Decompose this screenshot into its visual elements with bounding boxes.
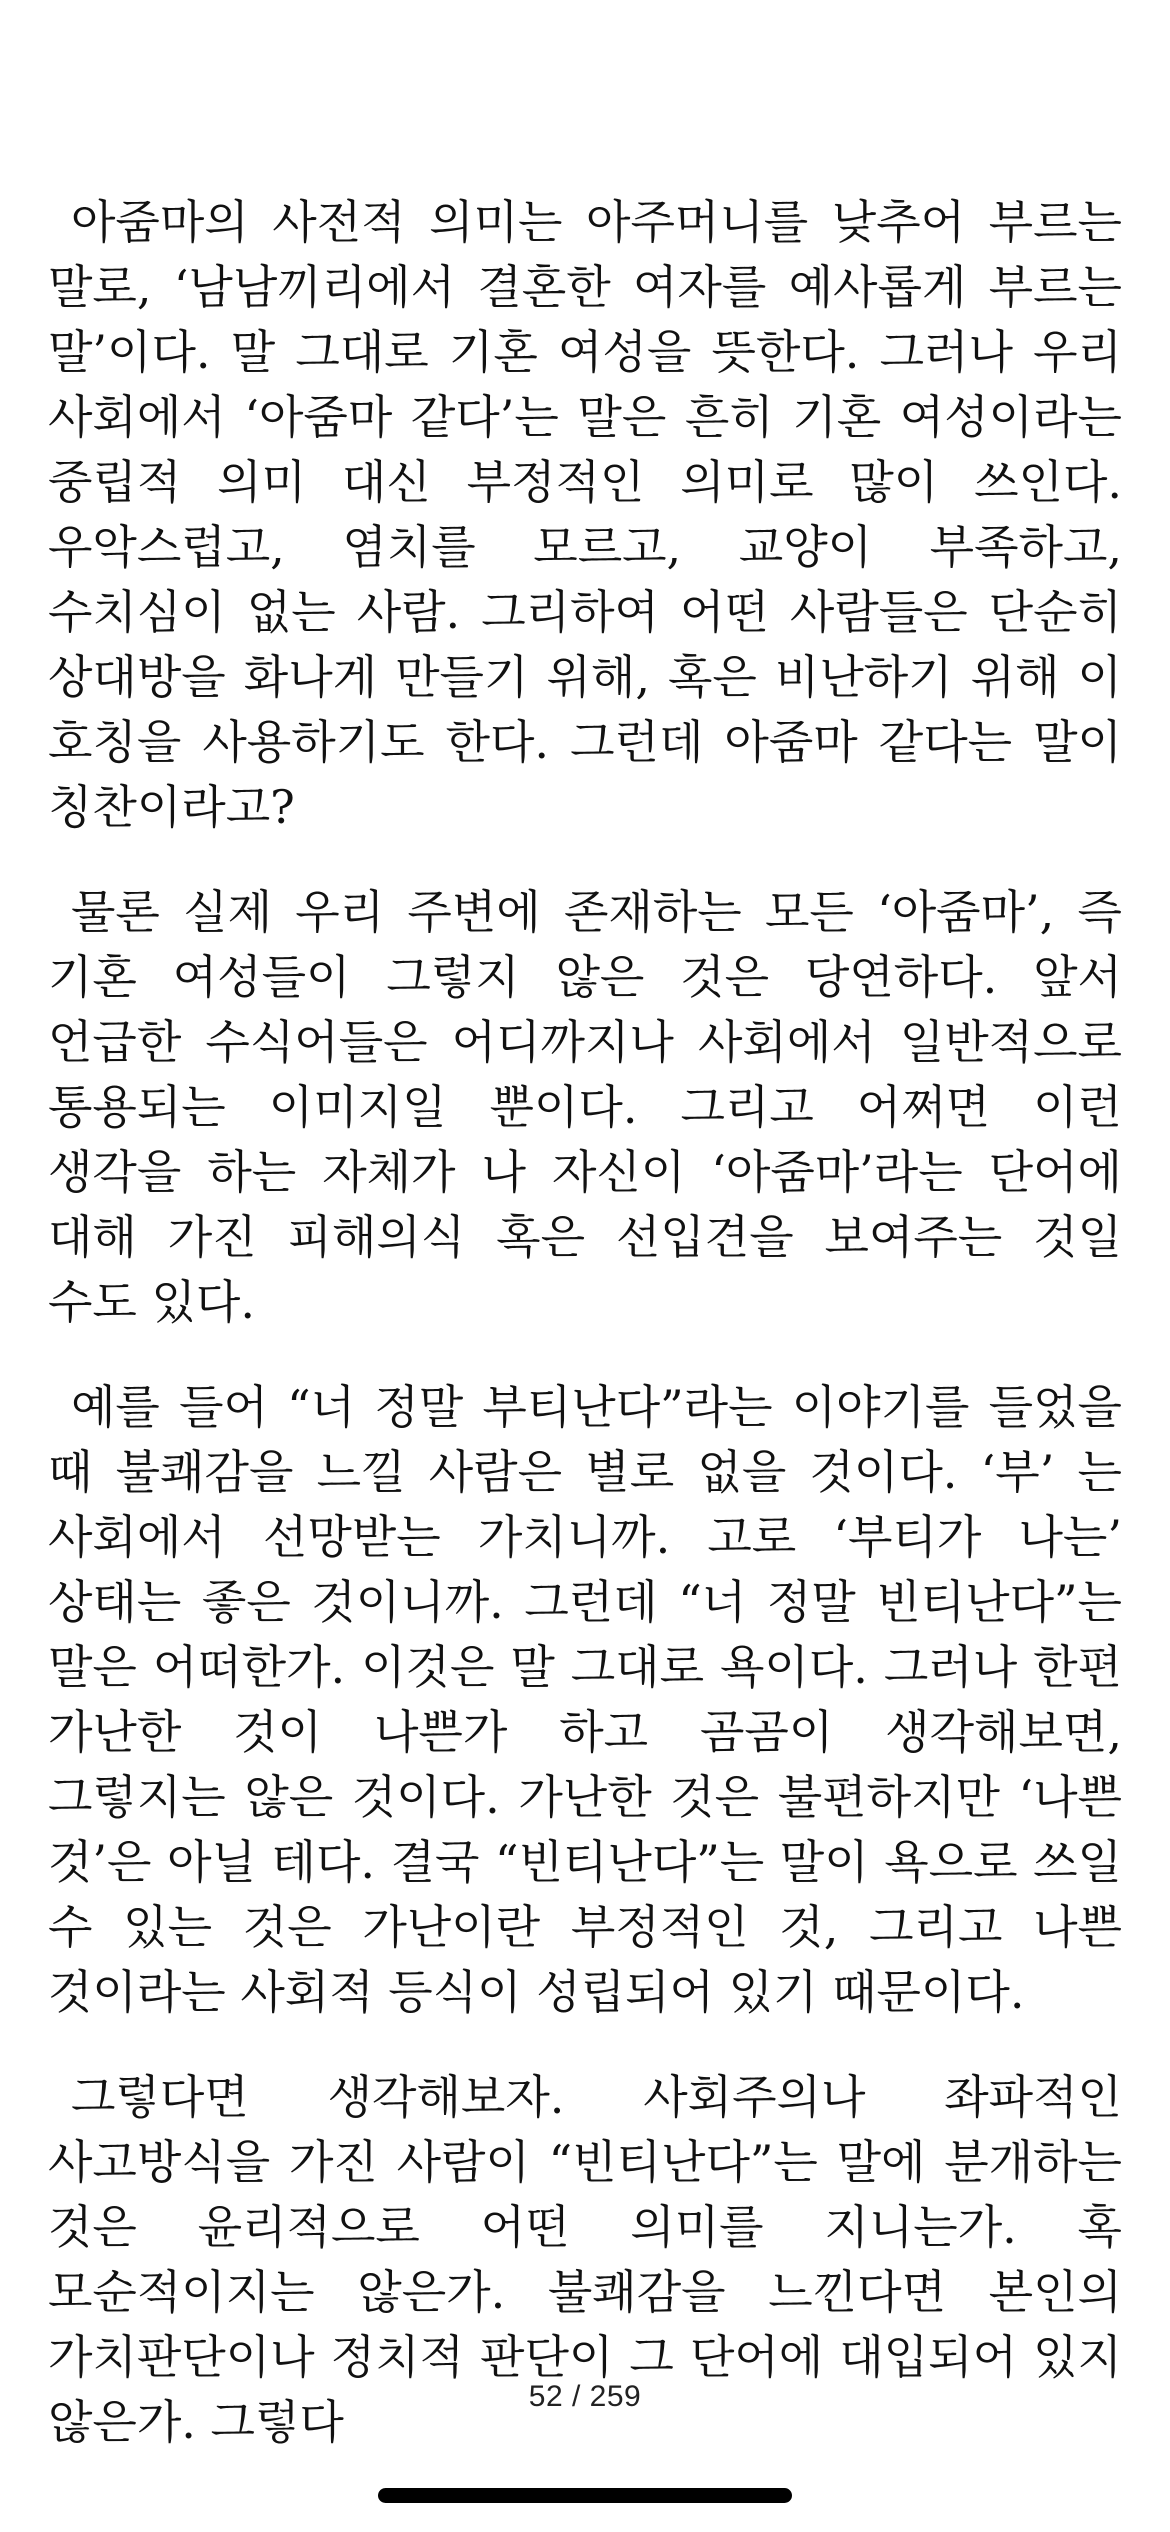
page-indicator: 52 / 259 — [528, 2380, 642, 2413]
reader-page[interactable] — [48, 190, 1122, 2495]
home-indicator[interactable] — [378, 2488, 792, 2503]
paragraph: 아줌마의 사전적 의미는 아주머니를 낮추어 부르는 말로, ‘남남끼리에서 결혼한 여자를 예사롭게 부르는 말’이다. 말 그대로 기혼 여성을 뜻한다. 그러나 우리 사회에서 ‘아줌마 같다’는 말은 흔히 기혼 여성이라는 중립적 의미 대신 부정적인 의미로 많이 쓰인다. 우악스럽고, 염치를 모르고, 교양이 부족하고, 수치심이 없는 사람. 그리하여 어떤 사람들은 단순히 상대방을 화나게 만들기 위해, 혹은 비난하기 위해 이 호칭을 사용하기도 한다. 그런데 아줌마 같다는 말이 칭찬이라고? — [48, 195, 1122, 834]
paragraph: 예를 들어 “너 정말 부티난다”라는 이야기를 들었을 때 불쾌감을 느낄 사람은 별로 없을 것이다. ‘부’ 는 사회에서 선망받는 가치니까. 고로 ‘부티가 나는’ 상태는 좋은 것이니까. 그런데 “너 정말 빈티난다”는 말은 어떠한가. 이것은 말 그대로 욕이다. 그러나 한편 가난한 것이 나쁜가 하고 곰곰이 생각해보면, 그렇지는 않은 것이다. 가난한 것은 불편하지만 ‘나쁜 것’은 아닐 테다. 결국 “빈티난다”는 말이 욕으로 쓰일 수 있는 것은 가난이란 부정적인 것, 그리고 나쁜 것이라는 사회적 등식이 성립되어 있기 때문이다. — [48, 1380, 1122, 2019]
paragraph: 물론 실제 우리 주변에 존재하는 모든 ‘아줌마’, 즉 기혼 여성들이 그렇지 않은 것은 당연하다. 앞서 언급한 수식어들은 어디까지나 사회에서 일반적으로 통용되는 이미지일 뿐이다. 그리고 어쩌면 이런 생각을 하는 자체가 나 자신이 ‘아줌마’라는 단어에 대해 가진 피해의식 혹은 선입견을 보여주는 것일 수도 있다. — [48, 885, 1122, 1329]
paragraph: 그렇다면 생각해보자. 사회주의나 좌파적인 사고방식을 가진 사람이 “빈티난다”는 말에 분개하는 것은 윤리적으로 어떤 의미를 지니는가. 혹 모순적이지는 않은가. 불쾌감을 느낀다면 본인의 가치판단이나 정치적 판단이 그 단어에 대입되어 있지 않은가. 그렇다 — [48, 2070, 1122, 2449]
